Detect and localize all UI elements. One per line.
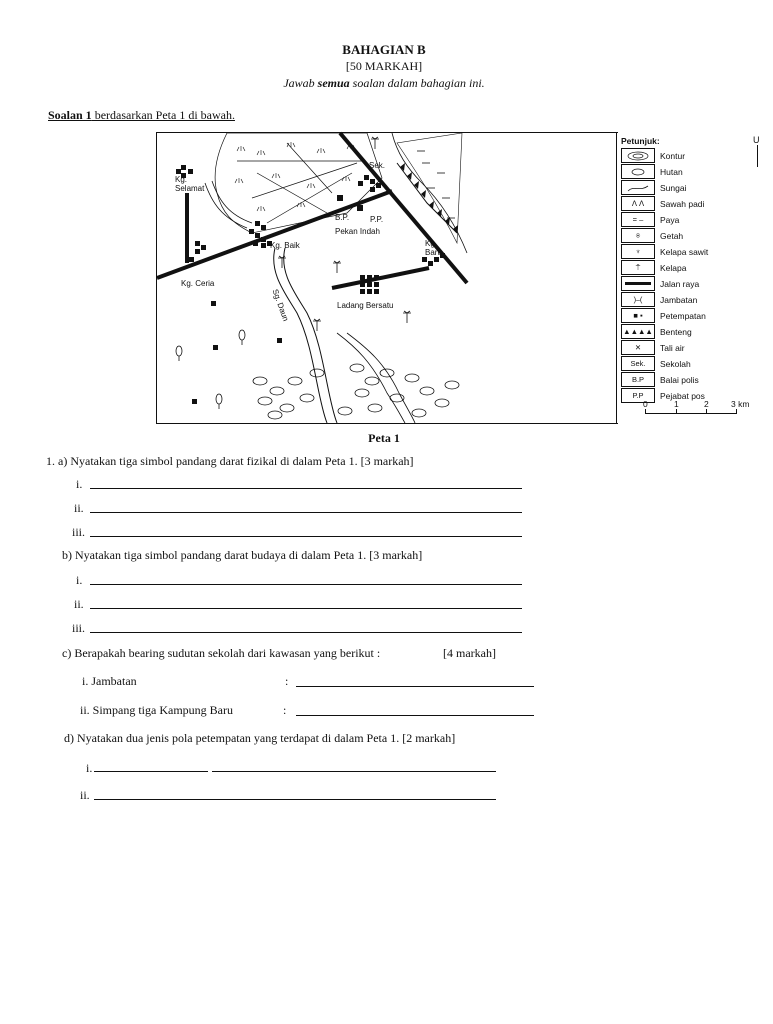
answer-label: ii. — [74, 597, 84, 611]
legend-label: Sawah padi — [660, 198, 705, 209]
legend-item-bridge — [621, 292, 697, 307]
legend-item-forest — [621, 164, 683, 179]
answer-label: iii. — [72, 621, 86, 635]
embankment-icon: ▲▲▲▲ — [621, 324, 655, 339]
answer-label: iii. — [72, 525, 86, 539]
instruction-bold: semua — [317, 76, 350, 90]
legend-label: Benteng — [660, 326, 692, 337]
legend-item-coconut — [621, 260, 686, 275]
legend-title: Petunjuk: — [621, 136, 660, 146]
label-school: Sek. — [369, 161, 386, 170]
question-1b: b) Nyatakan tiga simbol pandang darat budaya di dalam Peta 1. [3 markah] — [62, 548, 423, 562]
legend-item-river — [621, 180, 686, 195]
bearing-answer-line[interactable] — [296, 715, 534, 716]
answer-label: i. — [76, 573, 83, 587]
river-icon — [621, 180, 655, 195]
bearing-colon: : — [283, 703, 287, 717]
school-icon: Sek. — [621, 356, 655, 371]
answer-line[interactable] — [212, 771, 496, 772]
legend-label: Tali air — [660, 342, 685, 353]
section-marks: [50 MARKAH] — [345, 59, 423, 73]
question-1c: c) Berapakah bearing sudutan sekolah dari kawasan yang berikut : — [62, 646, 381, 660]
answer-label: ii. — [80, 788, 90, 802]
bearing-answer-line[interactable] — [296, 686, 534, 687]
answer-line[interactable] — [90, 608, 522, 609]
road-icon — [621, 276, 655, 291]
instruction — [0, 76, 768, 91]
question-1c-marks: [4 markah] — [443, 646, 496, 660]
answer-line[interactable] — [90, 632, 522, 633]
scale-label-2: 2 — [704, 399, 709, 409]
legend-item-paddy — [621, 196, 704, 211]
settlement-icon: ■ ▪ — [621, 308, 655, 323]
answer-label: i. — [76, 477, 83, 491]
canal-icon: ✕ — [621, 340, 655, 355]
label-sg-daun: Sg. Daun — [270, 288, 291, 323]
legend-label: Balai polis — [660, 374, 699, 385]
question-intro — [48, 108, 235, 123]
answer-line[interactable] — [90, 536, 522, 537]
label-kg-baru-1: Kg. — [425, 239, 438, 248]
map-drawing — [157, 133, 617, 423]
forest-icon — [621, 164, 655, 179]
label-kg-ceria: Kg. Ceria — [181, 279, 215, 288]
legend-label: Kelapa — [660, 262, 687, 273]
instruction-post: soalan dalam bahagian ini. — [349, 76, 485, 90]
question-1d: d) Nyatakan dua jenis pola petempatan yang terdapat di dalam Peta 1. [2 markah] — [64, 731, 456, 745]
police-icon: B.P — [621, 372, 655, 387]
legend-item-road — [621, 276, 699, 291]
scale-label-3: 3 km — [731, 399, 750, 409]
label-kg-selamat-1: Kg. — [175, 175, 188, 184]
map-caption: Peta 1 — [368, 431, 400, 445]
legend-label: Sungai — [660, 182, 687, 193]
swamp-icon: = – — [621, 212, 655, 227]
bearing-label-jambatan: i. Jambatan — [82, 674, 137, 688]
legend-item-oil-palm — [621, 244, 708, 259]
legend-label: Petempatan — [660, 310, 706, 321]
answer-line[interactable] — [90, 488, 522, 489]
label-kg-selamat-2: Selamat — [175, 184, 205, 193]
legend-item-school — [621, 356, 691, 371]
legend-item-post-office — [621, 388, 705, 403]
map-legend — [616, 133, 773, 423]
oil-palm-icon: ♆ — [621, 244, 655, 259]
label-kg-baik: Kg. Baik — [270, 241, 300, 250]
legend-label: Pejabat pos — [660, 390, 705, 401]
bridge-icon: )⎯( — [621, 292, 655, 307]
legend-item-rubber — [621, 228, 683, 243]
north-arrow-icon — [757, 145, 758, 167]
label-ladang-bersatu: Ladang Bersatu — [337, 301, 394, 310]
label-pekan-indah: Pekan Indah — [335, 227, 380, 236]
label-kg-baru-2: Baru — [425, 248, 442, 257]
label-kg-selamat — [175, 175, 204, 193]
scale-label-1: 1 — [674, 399, 679, 409]
legend-item-canal — [621, 340, 685, 355]
bearing-colon: : — [285, 674, 289, 688]
label-post-office: P.P. — [370, 215, 384, 224]
label-police: B.P. — [335, 213, 350, 222]
question-1a: 1. a) Nyatakan tiga simbol pandang darat fizikal di dalam Peta 1. [3 markah] — [46, 454, 414, 468]
answer-line[interactable] — [90, 512, 522, 513]
legend-item-settlement — [621, 308, 706, 323]
legend-item-embankment — [621, 324, 692, 339]
legend-item-police — [621, 372, 699, 387]
intro-lead: Soalan 1 — [48, 108, 92, 122]
legend-item-contour — [621, 148, 685, 163]
legend-label: Hutan — [660, 166, 683, 177]
legend-label: Kontur — [660, 150, 686, 161]
bearing-label-simpang: ii. Simpang tiga Kampung Baru — [80, 703, 233, 717]
instruction-pre: Jawab — [283, 76, 318, 90]
legend-label: Jambatan — [660, 294, 698, 305]
answer-line[interactable] — [94, 771, 208, 772]
rubber-icon: ⍟ — [621, 228, 655, 243]
intro-rest: berdasarkan Peta 1 di bawah. — [91, 108, 235, 122]
legend-label: Paya — [660, 214, 680, 225]
north-label: U — [753, 135, 760, 145]
legend-label: Jalan raya — [660, 278, 700, 289]
legend-label: Getah — [660, 230, 684, 241]
paddy-icon: ⴷ ⴷ — [621, 196, 655, 211]
post-office-icon: P.P — [621, 388, 655, 403]
topographic-map — [156, 132, 760, 424]
answer-label: i. — [86, 761, 93, 775]
answer-line[interactable] — [90, 584, 522, 585]
coconut-icon: ⍑ — [621, 260, 655, 275]
label-kg-baru — [425, 239, 442, 257]
answer-line[interactable] — [94, 799, 496, 800]
scale-label-0: 0 — [643, 399, 648, 409]
legend-label: Sekolah — [660, 358, 691, 369]
legend-label: Kelapa sawit — [660, 246, 709, 257]
section-title: BAHAGIAN B — [342, 42, 426, 57]
answer-label: ii. — [74, 501, 84, 515]
contour-icon — [621, 148, 655, 163]
legend-item-swamp — [621, 212, 679, 227]
